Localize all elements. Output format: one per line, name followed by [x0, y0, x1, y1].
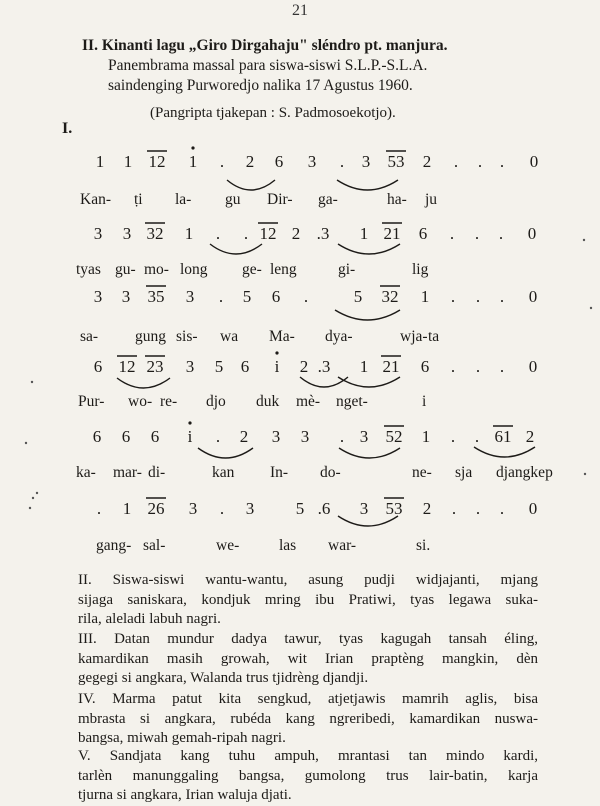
- notation-note: 3: [359, 427, 369, 446]
- notation-note: .: [243, 224, 249, 243]
- lyric-syllable: kan: [212, 464, 235, 481]
- notation-note: 2: [525, 427, 535, 446]
- notation-note: 12: [259, 224, 277, 243]
- verse-line: rila, aleladi labuh nagri.: [78, 611, 221, 627]
- notation-note: .: [303, 287, 309, 306]
- lyric-syllable: tyas: [76, 261, 101, 278]
- notation-note: .: [475, 499, 481, 518]
- lyric-syllable: mo-: [144, 261, 169, 278]
- lyric-syllable: sal-: [143, 537, 166, 554]
- verse-text: Sandjata kang tuhu ampuh, mrantasi tan mindo kardi,: [109, 748, 539, 764]
- verse-label: II.: [78, 572, 92, 588]
- notation-note: 6: [420, 357, 430, 376]
- verse-line: gegegi si angkara, Walanda trus tjidrèng djandji.: [78, 670, 369, 686]
- print-speck: [584, 473, 586, 475]
- verse-stanza: [78, 571, 538, 630]
- lyric-syllable: Pur-: [78, 393, 105, 410]
- lyric-syllable: do-: [320, 464, 341, 481]
- notation-note: 2: [245, 152, 255, 171]
- lyric-syllable: sa-: [80, 328, 99, 345]
- subtitle-line-2: saindenging Purworedjo nalika 17 Agustus 1960.: [108, 77, 413, 94]
- notation-note: .: [499, 499, 505, 518]
- verse-label: IV.: [78, 691, 96, 707]
- notation-note: 21: [383, 224, 401, 243]
- notation-note: .: [475, 357, 481, 376]
- notation-note: 2: [422, 152, 432, 171]
- verse-label: V.: [78, 748, 91, 764]
- lyric-syllable: Dir-: [267, 191, 293, 208]
- lyric-syllable: sis-: [176, 328, 198, 345]
- verse-line: [78, 747, 538, 767]
- notation-note: 1: [420, 287, 430, 306]
- notation-note: .: [339, 152, 345, 171]
- notation-note: 52: [385, 427, 403, 446]
- notation-note: .: [450, 287, 456, 306]
- song-title: II. Kinanti lagu „Giro Dirgahaju" sléndro pt. manjura.: [82, 37, 448, 54]
- notation-note: 0: [528, 499, 538, 518]
- notation-note: 6: [271, 287, 281, 306]
- lyric-syllable: ṭi: [134, 191, 143, 208]
- lyricist-credit: (Pangripta tjakepan : S. Padmosoekotjo).: [150, 105, 396, 121]
- notation-note: .3: [316, 224, 330, 243]
- verse-text: Datan mundur dadya tawur, tyas kagugah tansah éling,: [114, 631, 538, 647]
- print-speck: [29, 507, 31, 509]
- notation-note: .: [475, 287, 481, 306]
- verse-line: mbrasta si angkara, rubéda kang ngreribedi, kamardikan nuswa-: [78, 710, 538, 727]
- lyric-syllable: leng: [270, 261, 297, 278]
- notation-note: 6: [240, 357, 250, 376]
- notation-note: 21: [382, 357, 400, 376]
- notation-note: i: [274, 357, 280, 376]
- slur-arc: [117, 378, 170, 388]
- lyric-syllable: ge-: [242, 261, 262, 278]
- verse-stanza: [78, 630, 538, 689]
- lyric-syllable: nget-: [336, 393, 368, 410]
- slur-arc: [227, 180, 275, 190]
- verse-stanza: [78, 690, 538, 749]
- verse-stanza: [78, 747, 538, 806]
- verse-line: tjurna si angkara, Irian waluja djati.: [78, 787, 292, 803]
- lyric-syllable: las: [279, 537, 297, 554]
- print-speck: [25, 442, 27, 444]
- notation-note: 53: [385, 499, 403, 518]
- print-speck: [32, 497, 34, 499]
- lyric-syllable: ha-: [387, 191, 407, 208]
- notation-note: 3: [245, 499, 255, 518]
- lyric-syllable: gu-: [115, 261, 136, 278]
- notation-note: 3: [271, 427, 281, 446]
- notation-note: .: [474, 224, 480, 243]
- notation-note: 2: [299, 357, 309, 376]
- notation-note: 0: [527, 224, 537, 243]
- print-speck: [31, 381, 33, 383]
- notation-note: 3: [185, 287, 195, 306]
- lyric-syllable: ta: [428, 328, 440, 345]
- lyric-syllable: wo-: [128, 393, 153, 410]
- notation-note: 0: [529, 152, 539, 171]
- subtitle-line-1: Panembrama massal para siswa-siswi S.L.P.-S.L.A.: [108, 57, 428, 74]
- lyric-syllable: djangkep: [496, 464, 553, 481]
- verse-line: [78, 630, 538, 650]
- notation-note: .: [498, 224, 504, 243]
- notation-note: .: [96, 499, 102, 518]
- lyric-syllable: sja: [455, 464, 473, 481]
- lyric-syllable: la-: [175, 191, 192, 208]
- notation-note: .: [499, 287, 505, 306]
- notation-note: 3: [121, 287, 131, 306]
- notation-note: 3: [93, 224, 103, 243]
- notation-note: 23: [146, 357, 164, 376]
- notation-note: .: [477, 152, 483, 171]
- notation-note: 2: [239, 427, 249, 446]
- notation-note: 3: [122, 224, 132, 243]
- notation-note: 3: [185, 357, 195, 376]
- notation-note: .: [219, 499, 225, 518]
- lyric-syllable: long: [180, 261, 208, 278]
- lyric-syllable: mar-: [113, 464, 142, 481]
- notation-note: 1: [421, 427, 431, 446]
- lyric-syllable: si.: [416, 537, 431, 554]
- verse-text: Siswa-siswi wantu-wantu, asung pudji widjajanti, mjang: [112, 572, 539, 588]
- lyric-syllable: ne-: [412, 464, 432, 481]
- notation-note: 1: [123, 152, 133, 171]
- lyric-syllable: ju: [425, 191, 438, 208]
- notation-note: .: [450, 427, 456, 446]
- slur-arc: [335, 310, 400, 320]
- notation-note: 12: [148, 152, 166, 171]
- notation-note: .: [215, 224, 221, 243]
- notation-note: 3: [188, 499, 198, 518]
- notation-note: 6: [274, 152, 284, 171]
- notation-note: 1: [95, 152, 105, 171]
- notation-note: 1: [188, 152, 198, 171]
- notation-note: 3: [300, 427, 310, 446]
- lyric-syllable: we-: [216, 537, 240, 554]
- notation-note: 6: [121, 427, 131, 446]
- lyric-syllable: war-: [328, 537, 357, 554]
- lyric-syllable: di-: [148, 464, 166, 481]
- notation-note: .: [339, 427, 345, 446]
- notation-note: 3: [93, 287, 103, 306]
- notation-note: 6: [92, 427, 102, 446]
- lyric-syllable: gu: [225, 191, 241, 208]
- lyric-syllable: wja-: [400, 328, 428, 345]
- notation-note: 26: [147, 499, 165, 518]
- notation-note: 2: [422, 499, 432, 518]
- lyric-syllable: gi-: [338, 261, 356, 278]
- notation-note: 3: [359, 499, 369, 518]
- section-label: I.: [62, 120, 73, 137]
- notation-note: 6: [418, 224, 428, 243]
- notation-note: .: [499, 357, 505, 376]
- notation-note: .: [499, 152, 505, 171]
- print-speck: [583, 239, 585, 241]
- lyric-syllable: Kan-: [80, 191, 111, 208]
- notation-note: 1: [122, 499, 132, 518]
- lyric-syllable: duk: [256, 393, 280, 410]
- notation-note: .3: [317, 357, 331, 376]
- notation-note: 1: [359, 357, 369, 376]
- lyric-syllable: re-: [160, 393, 178, 410]
- notation-note: 35: [147, 287, 165, 306]
- print-speck: [36, 492, 38, 494]
- verse-line: bangsa, miwah gemah-ripah nagri.: [78, 730, 286, 746]
- notation-note: 0: [528, 287, 538, 306]
- verse-line: kamardikan masih growah, wit Irian praptèng mangkin, dèn: [78, 650, 538, 667]
- notation-note: 0: [528, 357, 538, 376]
- slur-arc: [339, 448, 400, 458]
- verse-line: [78, 571, 538, 591]
- lyric-syllable: i: [422, 393, 427, 410]
- lyric-syllable: Ma-: [269, 328, 295, 345]
- notation-note: .: [451, 499, 457, 518]
- notation-note: 5: [295, 499, 305, 518]
- lyric-syllable: wa: [220, 328, 239, 345]
- lyric-syllable: gung: [135, 328, 166, 345]
- notation-note: .: [449, 224, 455, 243]
- lyric-syllable: gang-: [96, 537, 132, 554]
- notation-note: 32: [381, 287, 399, 306]
- notation-note: .: [474, 427, 480, 446]
- notation-note: 3: [361, 152, 371, 171]
- lyric-syllable: djo: [206, 393, 226, 410]
- notation-note: 5: [242, 287, 252, 306]
- notation-note: 5: [214, 357, 224, 376]
- notation-note: i: [187, 427, 193, 446]
- notation-note: 12: [118, 357, 136, 376]
- notation-note: 5: [353, 287, 363, 306]
- verse-text: Marma patut kita sengkud, atjetjawis mamrih aglis, bisa: [112, 691, 538, 707]
- notation-note: .: [218, 287, 224, 306]
- notation-note: .: [450, 357, 456, 376]
- notation-note: .: [215, 427, 221, 446]
- print-speck: [590, 307, 592, 309]
- notation-note: 6: [93, 357, 103, 376]
- notation-note: 1: [359, 224, 369, 243]
- verse-line: tarlèn manunggaling bangsa, gumolong trus lair-batin, karja: [78, 767, 538, 784]
- lyric-syllable: ga-: [318, 191, 338, 208]
- notation-note: 32: [146, 224, 164, 243]
- notation-note: 6: [150, 427, 160, 446]
- notation-note: 61: [494, 427, 512, 446]
- lyric-syllable: dya-: [325, 328, 353, 345]
- lyric-syllable: mè-: [296, 393, 321, 410]
- lyric-syllable: In-: [270, 464, 289, 481]
- notation-note: 2: [291, 224, 301, 243]
- verse-line: [78, 690, 538, 710]
- verse-label: III.: [78, 631, 97, 647]
- notation-note: 53: [387, 152, 405, 171]
- slur-arc: [337, 180, 398, 190]
- notation-note: 1: [184, 224, 194, 243]
- verse-line: sijaga saniskara, kondjuk mring ibu Pratiwi, tyas legawa suka-: [78, 591, 538, 608]
- lyric-syllable: lig: [412, 261, 429, 278]
- notation-note: 3: [307, 152, 317, 171]
- notation-note: .: [453, 152, 459, 171]
- lyric-syllable: ka-: [76, 464, 96, 481]
- notation-note: .: [219, 152, 225, 171]
- notation-note: .6: [317, 499, 331, 518]
- page-number: 21: [292, 2, 308, 19]
- slur-arc: [198, 448, 253, 458]
